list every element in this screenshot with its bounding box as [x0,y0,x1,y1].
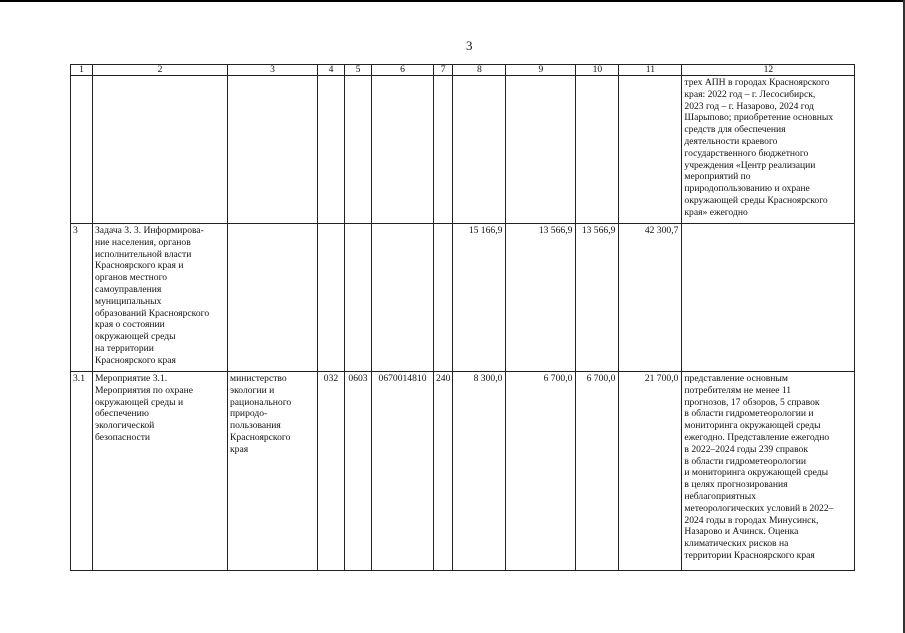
col-header: 3 [228,65,318,76]
amount-2023: 6 700,0 [506,372,576,571]
row-number: 3.1 [71,372,93,571]
expected-result [682,224,855,372]
col-header: 12 [682,65,855,76]
target-code: 0670014810 [372,372,434,571]
col-header: 2 [93,65,228,76]
col-header: 5 [345,65,372,76]
expected-result: представление основным потребителям не менее 11 прогнозов, 17 обзоров, 5 справок в области гидрометеорологии и мониторинга окружающей среды ежегодно. Представление ежегодно в 2022–2024 годы 239 справок в области гидрометеорологии и мониторинга окружающей среды в целях прогнозирования неблагоприятных метеорологических условий в 2022– 2024 годы в городах Минусинск, Назарово и Ачинск. Оценка климатических рисков на территории Красноярского края [682,372,855,571]
col-header: 9 [506,65,576,76]
expense-type: 240 [434,372,453,571]
amount-total: 42 300,7 [619,224,682,372]
section-code [345,76,372,224]
row-title [93,76,228,224]
responsible-body: министерство экологии и рационального природо- пользования Красноярского края [228,372,318,571]
col-header: 8 [453,65,506,76]
amount-total [619,76,682,224]
amount-2023: 13 566,9 [506,224,576,372]
col-header: 1 [71,65,93,76]
program-table [70,64,855,571]
col-header: 4 [318,65,345,76]
amount-2022: 15 166,9 [453,224,506,372]
column-number-header-row [71,65,855,76]
amount-total: 21 700,0 [619,372,682,571]
expense-type [434,76,453,224]
expense-type [434,224,453,372]
section-code: 0603 [345,372,372,571]
row-number [71,76,93,224]
amount-2023 [506,76,576,224]
amount-2022: 8 300,0 [453,372,506,571]
col-header: 11 [619,65,682,76]
page-number: 3 [466,38,473,53]
col-header: 6 [372,65,434,76]
amount-2024: 13 566,9 [576,224,619,372]
amount-2022 [453,76,506,224]
section-code [345,224,372,372]
expected-result: трех АПН в городах Красноярского края: 2022 год – г. Лесосибирск, 2023 год – г. Назарово, 2024 год Шарыпово; приобретение основных средств для обеспечения деятельности краевого государственного бюджетного учреждения «Центр реализации мероприятий по природопользованию и охране окружающей среды Красноярского края» ежегодно [682,76,855,224]
target-code [372,224,434,372]
grbs-code [318,224,345,372]
amount-2024: 6 700,0 [576,372,619,571]
grbs-code [318,76,345,224]
table-row [71,224,855,372]
col-header: 10 [576,65,619,76]
row-title: Задача 3. 3. Информирова- ние населения, органов исполнительной власти Красноярского края и органов местного самоуправления муниципальных образований Красноярского края о состоянии окружающей среды на территории Красноярского края [93,224,228,372]
table-row [71,76,855,224]
col-header: 7 [434,65,453,76]
row-title: Мероприятие 3.1. Мероприятия по охране окружающей среды и обеспечению экологической безопасности [93,372,228,571]
grbs-code: 032 [318,372,345,571]
target-code [372,76,434,224]
row-number: 3 [71,224,93,372]
responsible-body [228,224,318,372]
table-row [71,372,855,571]
amount-2024 [576,76,619,224]
scan-edge-top [0,0,905,2]
responsible-body [228,76,318,224]
